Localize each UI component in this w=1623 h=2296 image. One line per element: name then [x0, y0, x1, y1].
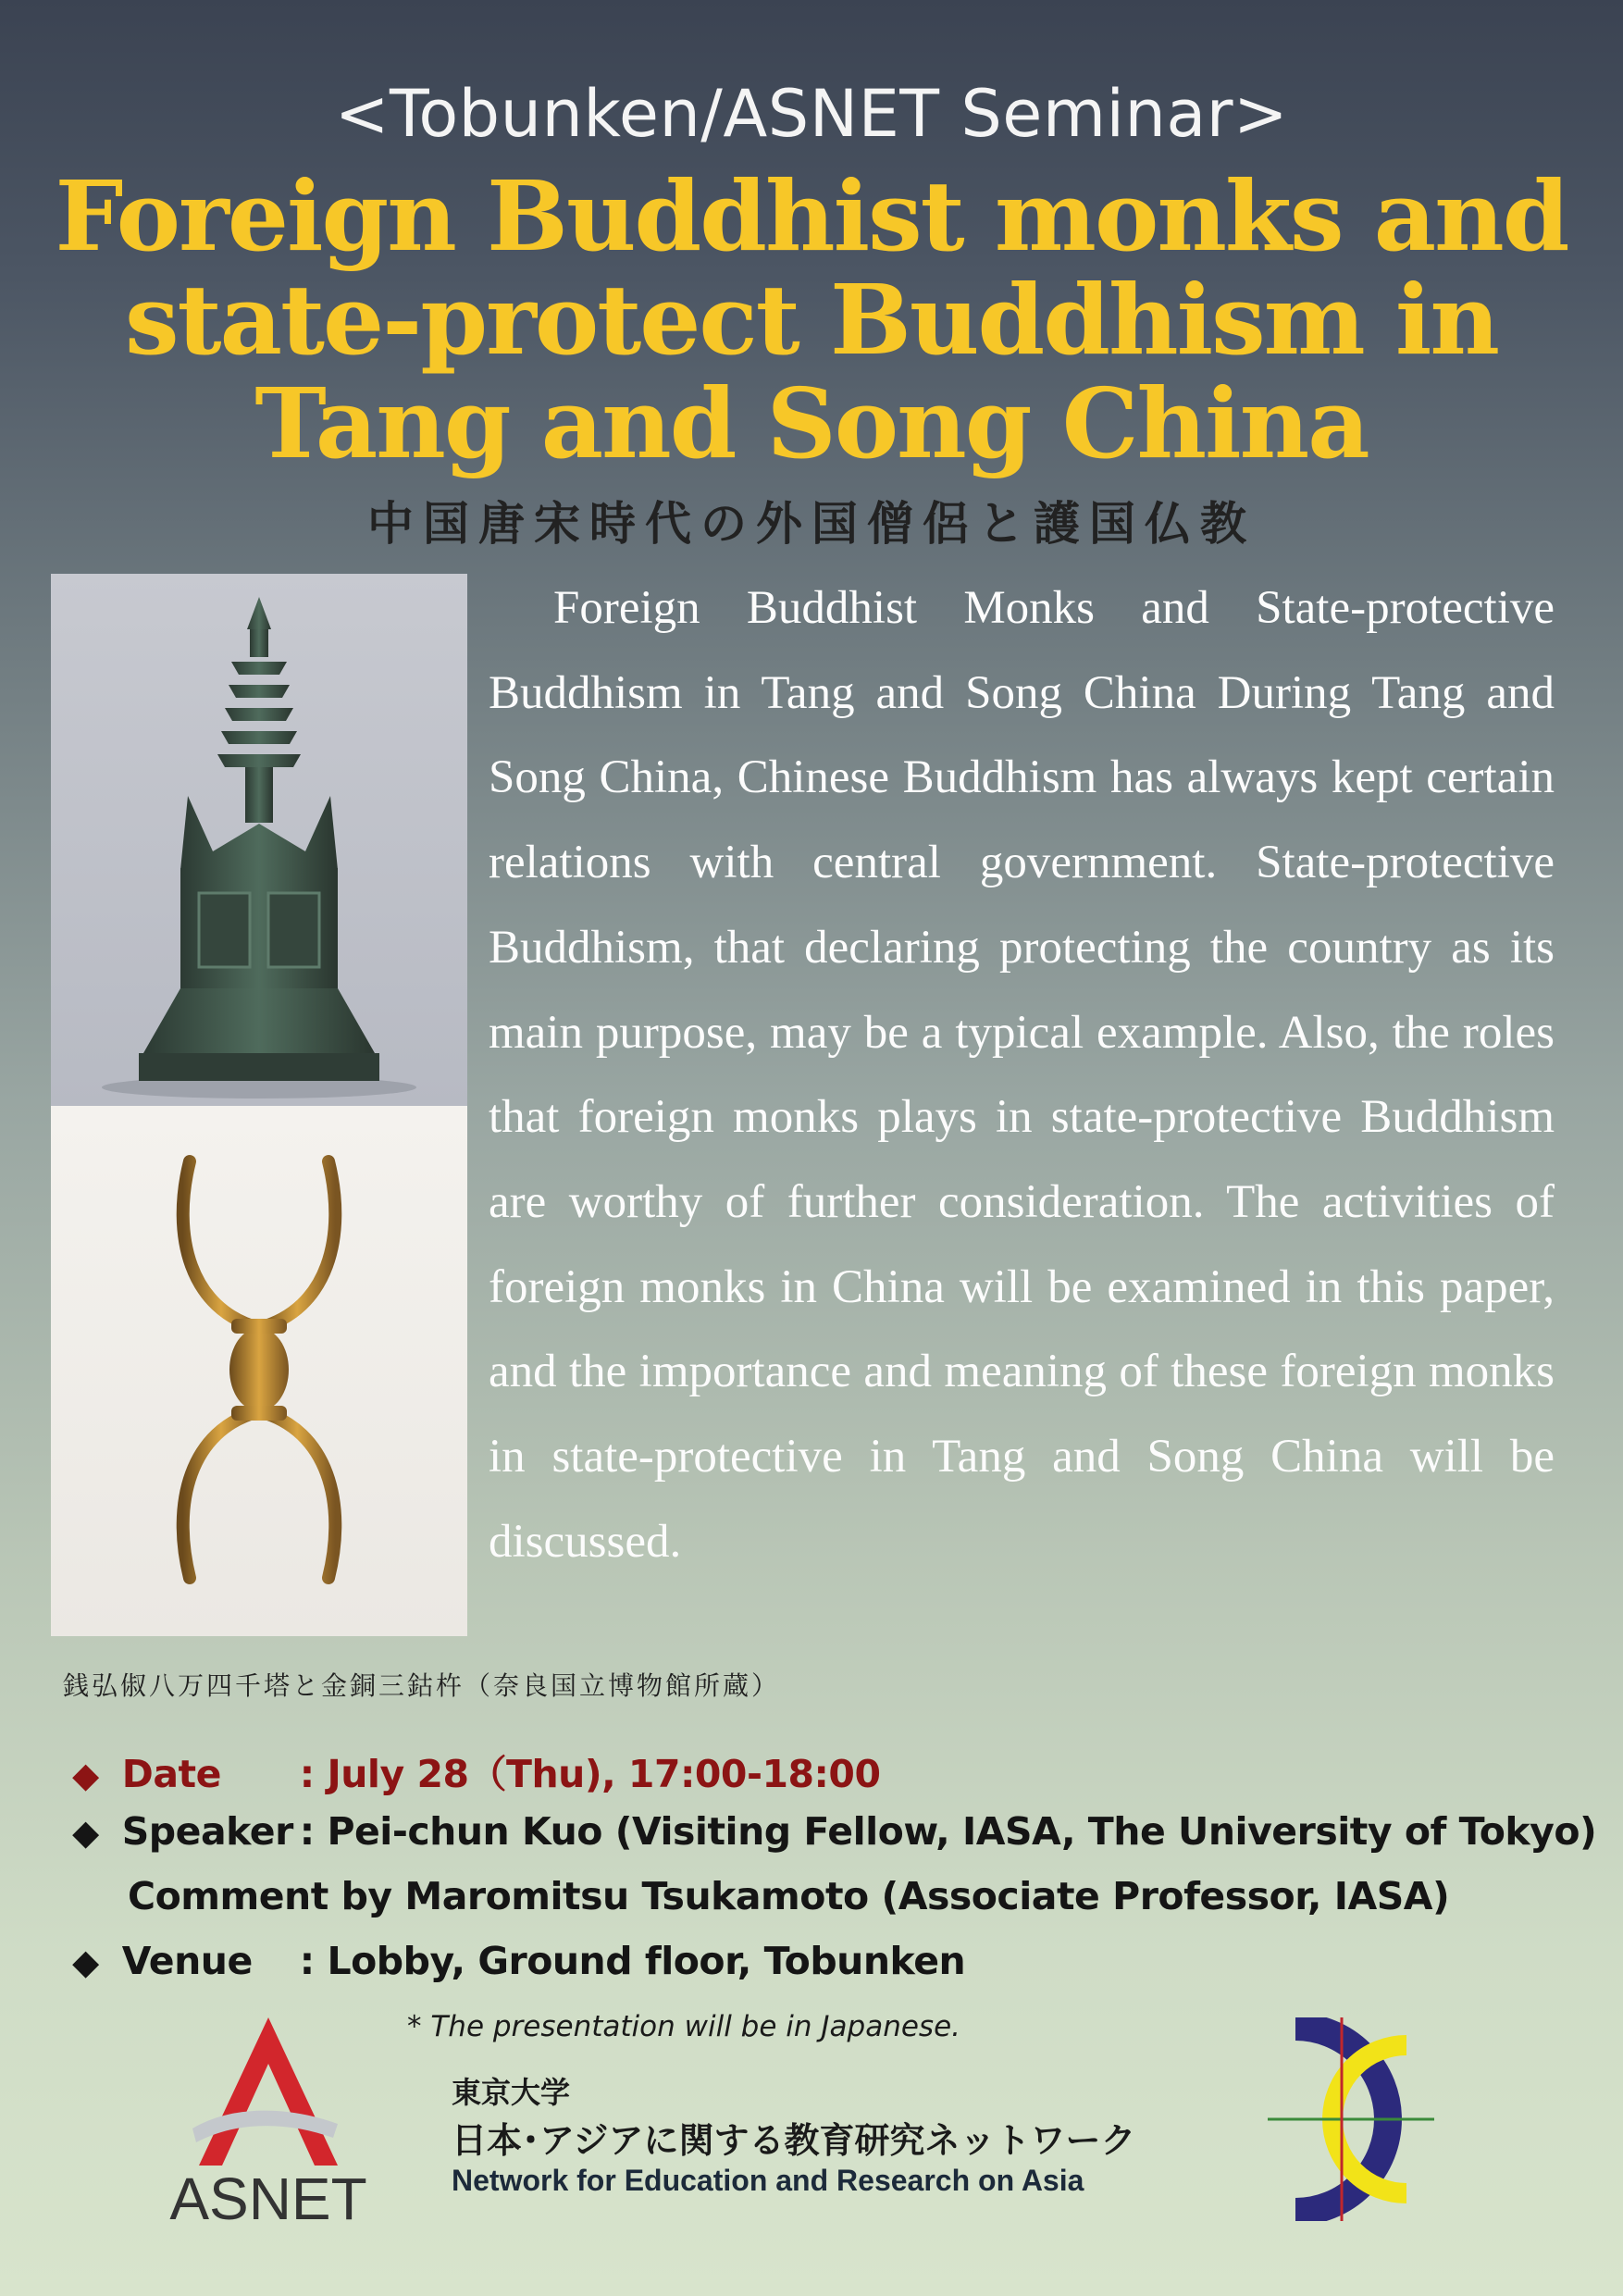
venue-label: Venue — [121, 1939, 253, 1983]
speaker-label: Speaker — [121, 1809, 293, 1854]
asnet-logo-icon — [139, 2017, 398, 2230]
speaker-value: : Pei-chun Kuo (Visiting Fellow, IASA, The University of Tokyo) — [299, 1809, 1597, 1854]
tobunken-logo-icon — [1268, 2017, 1434, 2221]
stupa-icon — [51, 574, 467, 1106]
org-japanese-line-2: 日本･アジアに関する教育研究ネットワーク — [452, 2120, 1136, 2161]
speaker-row — [72, 1809, 1596, 1854]
abstract-text: Foreign Buddhist Monks and State-protective Buddhism in Tang and Song China During Tang and Song China, Chinese Buddhism has always kept certain relations with central government. State-protective Buddhism, that declaring protecting the country as its main purpose, may be a typical example. Also, the roles that foreign monks plays in state-protective Buddhism are worthy of further consideration. The activities of foreign monks in China will be examined in this paper, and the importance and meaning of these foreign monks in state-protective in Tang and Song China will be discussed. — [489, 582, 1555, 1568]
seminar-title — [19, 159, 1604, 480]
date-label: Date — [121, 1752, 221, 1796]
vajra-icon — [51, 1106, 467, 1636]
artifact-images — [51, 574, 467, 1636]
japanese-title: 中国唐宋時代の外国僧侶と護国仏教 — [367, 496, 1256, 551]
asnet-logo — [139, 2017, 398, 2230]
asnet-logo-text: ASNET — [169, 2166, 367, 2230]
org-japanese-line-1: 東京大学 — [452, 2075, 571, 2110]
stupa-photo — [51, 574, 467, 1106]
title-line-2: state-protect Buddhism in — [125, 263, 1498, 377]
title-line-3: Tang and Song China — [254, 366, 1369, 480]
diamond-bullet-icon: ◆ — [72, 1755, 99, 1795]
title-line-1: Foreign Buddhist monks and — [55, 159, 1568, 273]
image-caption: 銭弘俶八万四千塔と金銅三鈷杵（奈良国立博物館所蔵） — [63, 1670, 781, 1701]
seminar-series-label: <Tobunken/ASNET Seminar> — [334, 76, 1289, 152]
date-value: : July 28（Thu), 17:00-18:00 — [299, 1752, 881, 1796]
org-english-name: Network for Education and Research on Asia — [452, 2164, 1084, 2197]
venue-value: : Lobby, Ground floor, Tobunken — [299, 1939, 966, 1983]
comment-row: Comment by Maromitsu Tsukamoto (Associate Professor, IASA) — [128, 1874, 1450, 1918]
vajra-photo — [51, 1106, 467, 1636]
language-note: * The presentation will be in Japanese. — [407, 2010, 960, 2043]
tobunken-logo — [1268, 2017, 1434, 2221]
date-row — [72, 1744, 880, 1798]
venue-row — [72, 1939, 965, 1983]
diamond-bullet-icon: ◆ — [72, 1812, 99, 1853]
diamond-bullet-icon: ◆ — [72, 1942, 99, 1982]
